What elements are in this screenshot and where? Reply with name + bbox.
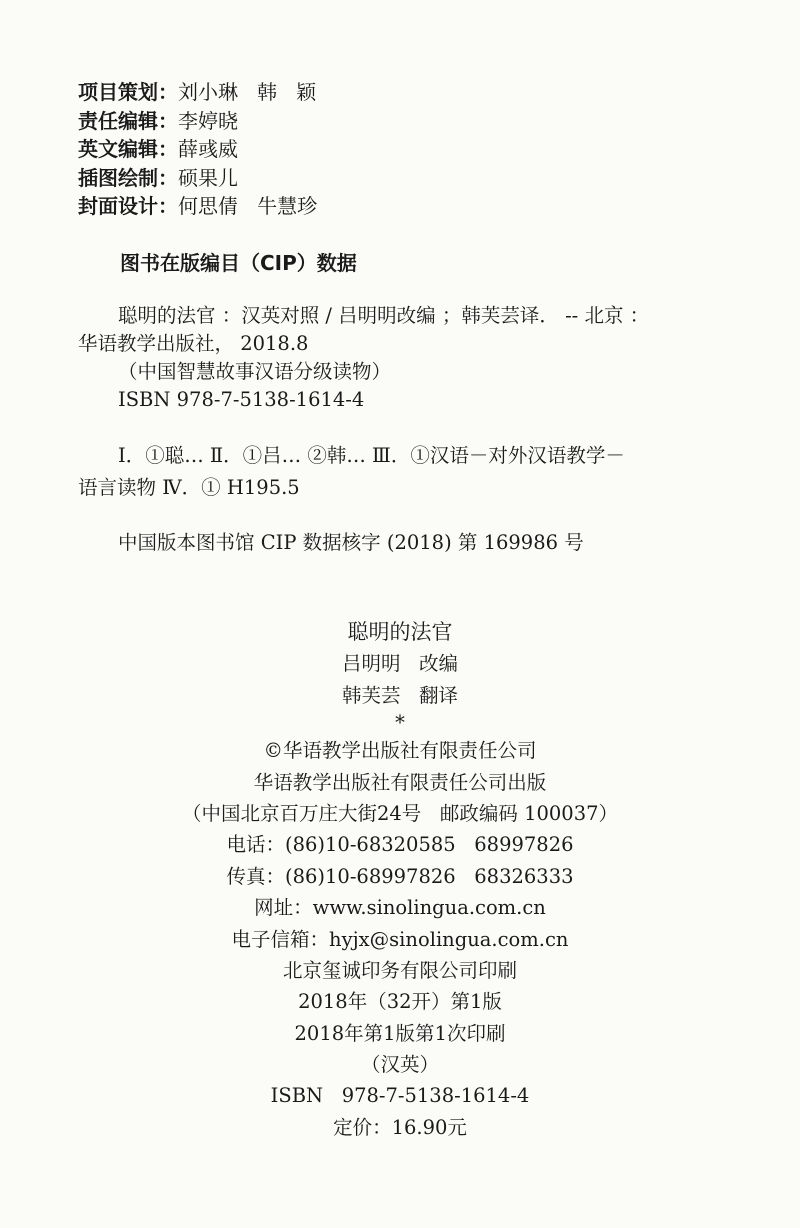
website-line: 网址：www.sinolingua.com.cn	[254, 896, 546, 920]
adapter-line: 吕明明 改编	[341, 652, 459, 676]
credit-label: 插图绘制：	[78, 165, 178, 190]
email-line: 电子信箱：hyjx@sinolingua.com.cn	[231, 927, 569, 951]
language-line: （汉英）	[360, 1053, 439, 1077]
translator-line: 韩芙芸 翻译	[341, 683, 459, 707]
copyright-line: ©华语教学出版社有限责任公司	[263, 739, 537, 763]
cip-heading: 图书在版编目（CIP）数据	[120, 251, 357, 275]
isbn-line: ISBN 978-7-5138-1614-4	[270, 1084, 530, 1108]
cip-line: （中国智慧故事汉语分级读物）	[118, 360, 392, 383]
separator-star: *	[395, 711, 405, 735]
credit-value: 何思倩 牛慧珍	[178, 194, 318, 218]
price-line: 定价：16.90元	[333, 1115, 467, 1139]
credit-label: 责任编辑：	[78, 108, 178, 133]
cip-classification	[78, 440, 728, 504]
cip-line: 聪明的法官 ：汉英对照 / 吕明明改编 ；韩芙芸译． -- 北京 ：	[118, 304, 650, 327]
edition-line: 2018年（32开）第1版	[298, 990, 502, 1014]
printer-line: 北京玺诚印务有限公司印刷	[282, 958, 517, 982]
credit-value: 硕果儿	[178, 165, 238, 190]
credit-label: 封面设计：	[78, 194, 178, 218]
credit-line	[78, 78, 317, 107]
credits-block	[78, 78, 317, 221]
cip-isbn: ISBN 978-7-5138-1614-4	[118, 388, 365, 411]
phone-line: 电话：(86)10-68320585 68997826	[226, 833, 574, 857]
cip-class-line: Ⅰ．①聪… Ⅱ．①吕… ②韩… Ⅲ．①汉语－对外汉语教学－	[118, 444, 625, 467]
credit-label: 英文编辑：	[78, 137, 178, 161]
colophon	[150, 617, 650, 1143]
cip-number: 中国版本图书馆 CIP 数据核字 (2018) 第 169986 号	[118, 531, 584, 554]
cip-line: 华语教学出版社， 2018.8	[78, 332, 309, 355]
credit-label: 项目策划：	[78, 80, 178, 104]
credit-line	[78, 192, 317, 221]
fax-line: 传真：(86)10-68997826 68326333	[226, 864, 574, 888]
book-title: 聪明的法官	[347, 620, 453, 644]
printing-line: 2018年第1版第1次印刷	[294, 1021, 506, 1045]
credit-value: 薛彧威	[178, 137, 238, 161]
cip-class-line: 语言读物 Ⅳ．① H195.5	[78, 476, 300, 499]
credit-line	[78, 107, 317, 136]
address-line: （中国北京百万庄大街24号 邮政编码 100037）	[181, 801, 619, 825]
publisher-line: 华语教学出版社有限责任公司出版	[253, 770, 547, 794]
credit-line	[78, 164, 317, 193]
credit-line	[78, 135, 317, 164]
credit-value: 刘小琳 韩 颖	[178, 80, 317, 104]
credit-value: 李婷晓	[178, 108, 238, 133]
cip-record	[78, 302, 728, 414]
